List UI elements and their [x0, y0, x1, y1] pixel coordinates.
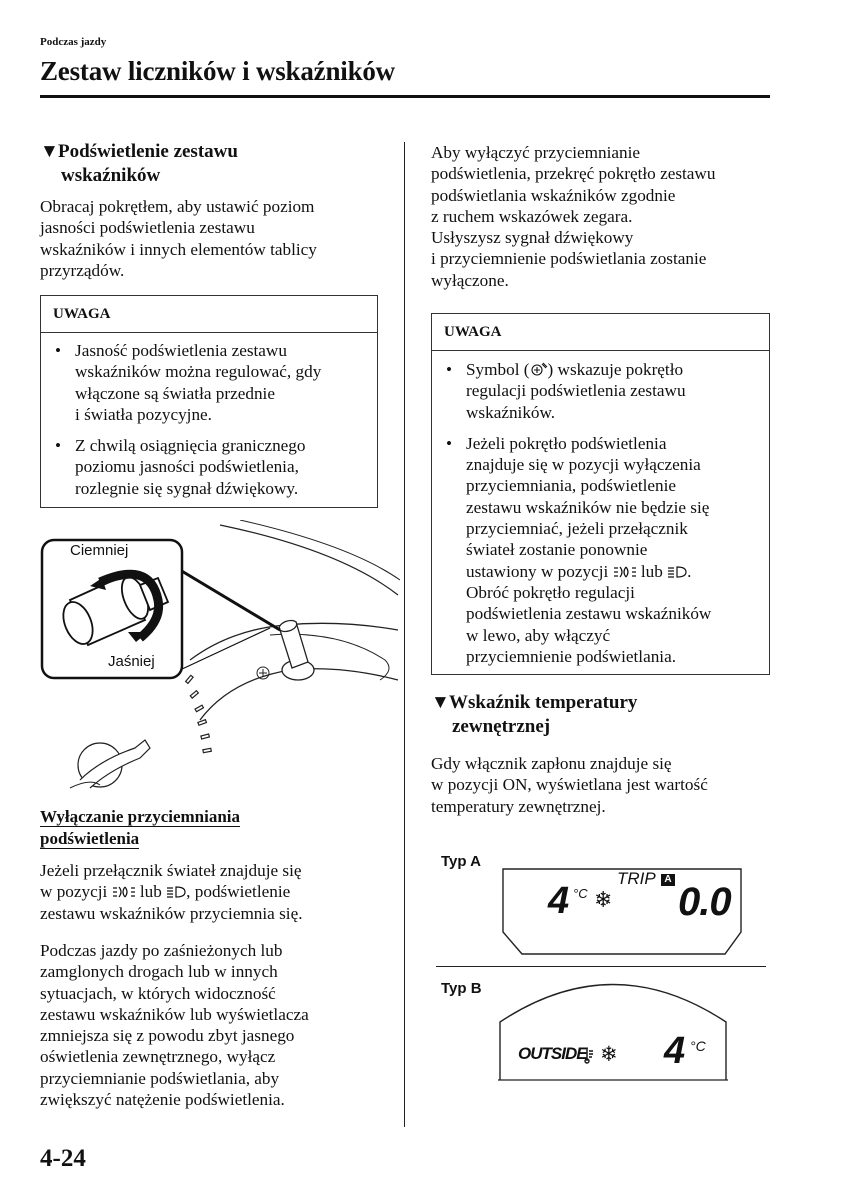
text-line: Obracaj pokrętłem, aby ustawić poziom — [40, 197, 315, 216]
subheading-line-2: podświetlenia — [40, 829, 140, 848]
note-box-left — [40, 295, 378, 508]
label-darker: Ciemniej — [70, 542, 129, 559]
note-item — [41, 340, 377, 425]
outside-temp-value: 4 — [548, 880, 569, 922]
headlight-icon — [667, 565, 687, 579]
outside-temp-value: 4 — [664, 1030, 686, 1072]
undim-paragraph — [431, 142, 776, 291]
text-segment: , podświetlenie — [186, 882, 291, 902]
heading-line-1: Wskaźnik temperatury — [449, 692, 638, 713]
type-b-label: Typ B — [441, 980, 482, 997]
text-line: podświetlania wskaźników zgodnie — [431, 185, 676, 205]
heading-line-1: Podświetlenie zestawu — [58, 141, 238, 162]
text-line: wskaźników i innych elementów tablicy — [40, 239, 317, 259]
text-line: Gdy włącznik zapłonu znajduje się — [431, 754, 672, 773]
temp-unit: °C — [690, 1038, 706, 1054]
text-line: Aby wyłączyć przyciemnianie — [431, 143, 641, 162]
text-line: przyciemniać, jeżeli przełącznik — [466, 519, 688, 539]
text-line: rozlegnie się sygnał dźwiękowy. — [75, 478, 299, 498]
text-segment: lub — [640, 561, 663, 581]
text-line: włączone są światła przednie — [75, 383, 275, 403]
text-line: wskaźników. — [466, 402, 556, 422]
text-line — [40, 881, 400, 902]
heading-outside-temp — [431, 691, 776, 739]
text-segment: lub — [139, 882, 162, 902]
text-line: znajduje się w pozycji wyłączenia — [466, 455, 701, 475]
note-box-right — [431, 313, 770, 675]
trip-label: TRIP — [617, 869, 656, 888]
type-a-label: Typ A — [441, 853, 481, 870]
heading-line-2: wskaźników — [61, 165, 161, 186]
subheading-disable-dimming — [40, 806, 390, 850]
outside-label: OUTSIDE — [518, 1044, 587, 1063]
text-line — [466, 561, 769, 582]
page-number: 4-24 — [40, 1145, 86, 1172]
text-line: przyrządów. — [40, 260, 125, 280]
triangle-bullet-icon: ▼ — [431, 692, 450, 713]
text-line: Usłyszysz sygnał dźwiękowy — [431, 228, 634, 248]
note-item — [41, 435, 377, 499]
text-line: Podczas jazdy po zaśnieżonych lub — [40, 941, 283, 960]
text-line: Z chwilą osiągnięcia granicznego — [75, 436, 306, 456]
text-line: temperatury zewnętrznej. — [431, 796, 606, 816]
trip-badge: A — [661, 874, 675, 886]
snow-fog-paragraph — [40, 940, 400, 1110]
note-item — [432, 359, 769, 423]
text-line: wyłączone. — [431, 270, 509, 290]
intro-paragraph — [40, 196, 390, 281]
text-line: Jeżeli przełącznik świateł znajduje się — [40, 861, 302, 880]
text-line: wskaźników można regulować, gdy — [75, 362, 322, 382]
text-line: zwiększyć natężenie podświetlenia. — [40, 1090, 285, 1110]
note-title: UWAGA — [41, 296, 377, 333]
snowflake-icon: ❄ — [594, 888, 613, 913]
text-line: świateł zostanie ponownie — [466, 540, 648, 560]
page-title: Zestaw liczników i wskaźników — [40, 56, 395, 86]
bullet-icon: • — [55, 436, 62, 456]
text-line: Obróć pokrętło regulacji — [466, 582, 635, 602]
text-line: i przyciemnienie podświetlania zostanie — [431, 249, 707, 269]
illumination-dial-icon — [530, 362, 548, 377]
text-line: sytuacjach, w których widoczność — [40, 983, 276, 1003]
bullet-icon: • — [446, 433, 453, 453]
snowflake-icon: ❄ — [600, 1042, 618, 1066]
text-line: w pozycji ON, wyświetlana jest wartość — [431, 775, 708, 795]
text-line — [466, 359, 769, 380]
label-brighter: Jaśniej — [108, 653, 155, 670]
type-b-lcd-frame — [498, 972, 728, 1087]
type-a-display — [500, 866, 745, 961]
heading-line-2: zewnętrznej — [452, 716, 551, 737]
section-label: Podczas jazdy — [40, 36, 107, 48]
dimming-paragraph — [40, 860, 400, 924]
text-line: podświetlenia zestawu wskaźników — [466, 604, 712, 624]
temp-unit: °C — [573, 886, 588, 901]
bullet-icon: • — [446, 360, 453, 379]
text-line: regulacji podświetlenia zestawu — [466, 381, 686, 401]
heading-dashboard-illumination — [40, 140, 390, 188]
text-line: jasności podświetlenia zestawu — [40, 218, 255, 238]
column-divider — [404, 142, 405, 1127]
subheading-line-1: Wyłączanie przyciemniania — [40, 807, 241, 826]
position-light-icon — [112, 885, 136, 899]
divider-line — [436, 966, 766, 967]
headlight-icon — [166, 885, 186, 899]
trip-odometer-value: 0.0 — [678, 880, 731, 924]
bullet-icon: • — [55, 341, 62, 360]
type-b-display — [498, 972, 728, 1087]
text-line: przyciemniania, podświetlenie — [466, 476, 676, 496]
text-segment: Symbol ( — [466, 360, 530, 379]
dimmer-figure — [40, 520, 400, 795]
text-line: zamglonych drogach lub w innych — [40, 962, 278, 982]
text-line: Jasność podświetlenia zestawu — [75, 341, 287, 360]
dimmer-illustration — [40, 520, 400, 795]
text-segment: w pozycji — [40, 882, 108, 902]
text-line: i światła pozycyjne. — [75, 404, 212, 424]
text-line: przyciemnienie podświetlania. — [466, 646, 676, 666]
triangle-bullet-icon: ▼ — [40, 141, 59, 162]
text-line: zestawu wskaźników przyciemnia się. — [40, 903, 303, 923]
note-item — [432, 433, 769, 667]
text-line: Jeżeli pokrętło podświetlenia — [466, 433, 667, 453]
text-segment: ) wskazuje pokrętło — [547, 360, 684, 379]
title-rule — [40, 95, 770, 98]
text-line: podświetlenia, przekręć pokrętło zestawu — [431, 164, 716, 184]
text-line: zestawu wskaźników lub wyświetlacza — [40, 1004, 309, 1024]
text-segment: ustawiony w pozycji — [466, 561, 609, 581]
text-segment: . — [687, 561, 692, 581]
text-line: przyciemnianie podświetlania, aby — [40, 1068, 280, 1088]
position-light-icon — [613, 565, 637, 579]
outside-temp-paragraph — [431, 753, 776, 817]
text-line: poziomu jasności podświetlenia, — [75, 457, 299, 477]
text-line: zmniejsza się z powodu zbyt jasnego — [40, 1026, 295, 1046]
text-line: w lewo, aby włączyć — [466, 625, 611, 645]
text-line: zestawu wskaźników nie będzie się — [466, 497, 710, 517]
thermometer-icon — [584, 1048, 594, 1069]
text-line: oświetlenia zewnętrznego, wyłącz — [40, 1047, 276, 1067]
text-line: z ruchem wskazówek zegara. — [431, 206, 633, 226]
note-title: UWAGA — [432, 314, 769, 351]
